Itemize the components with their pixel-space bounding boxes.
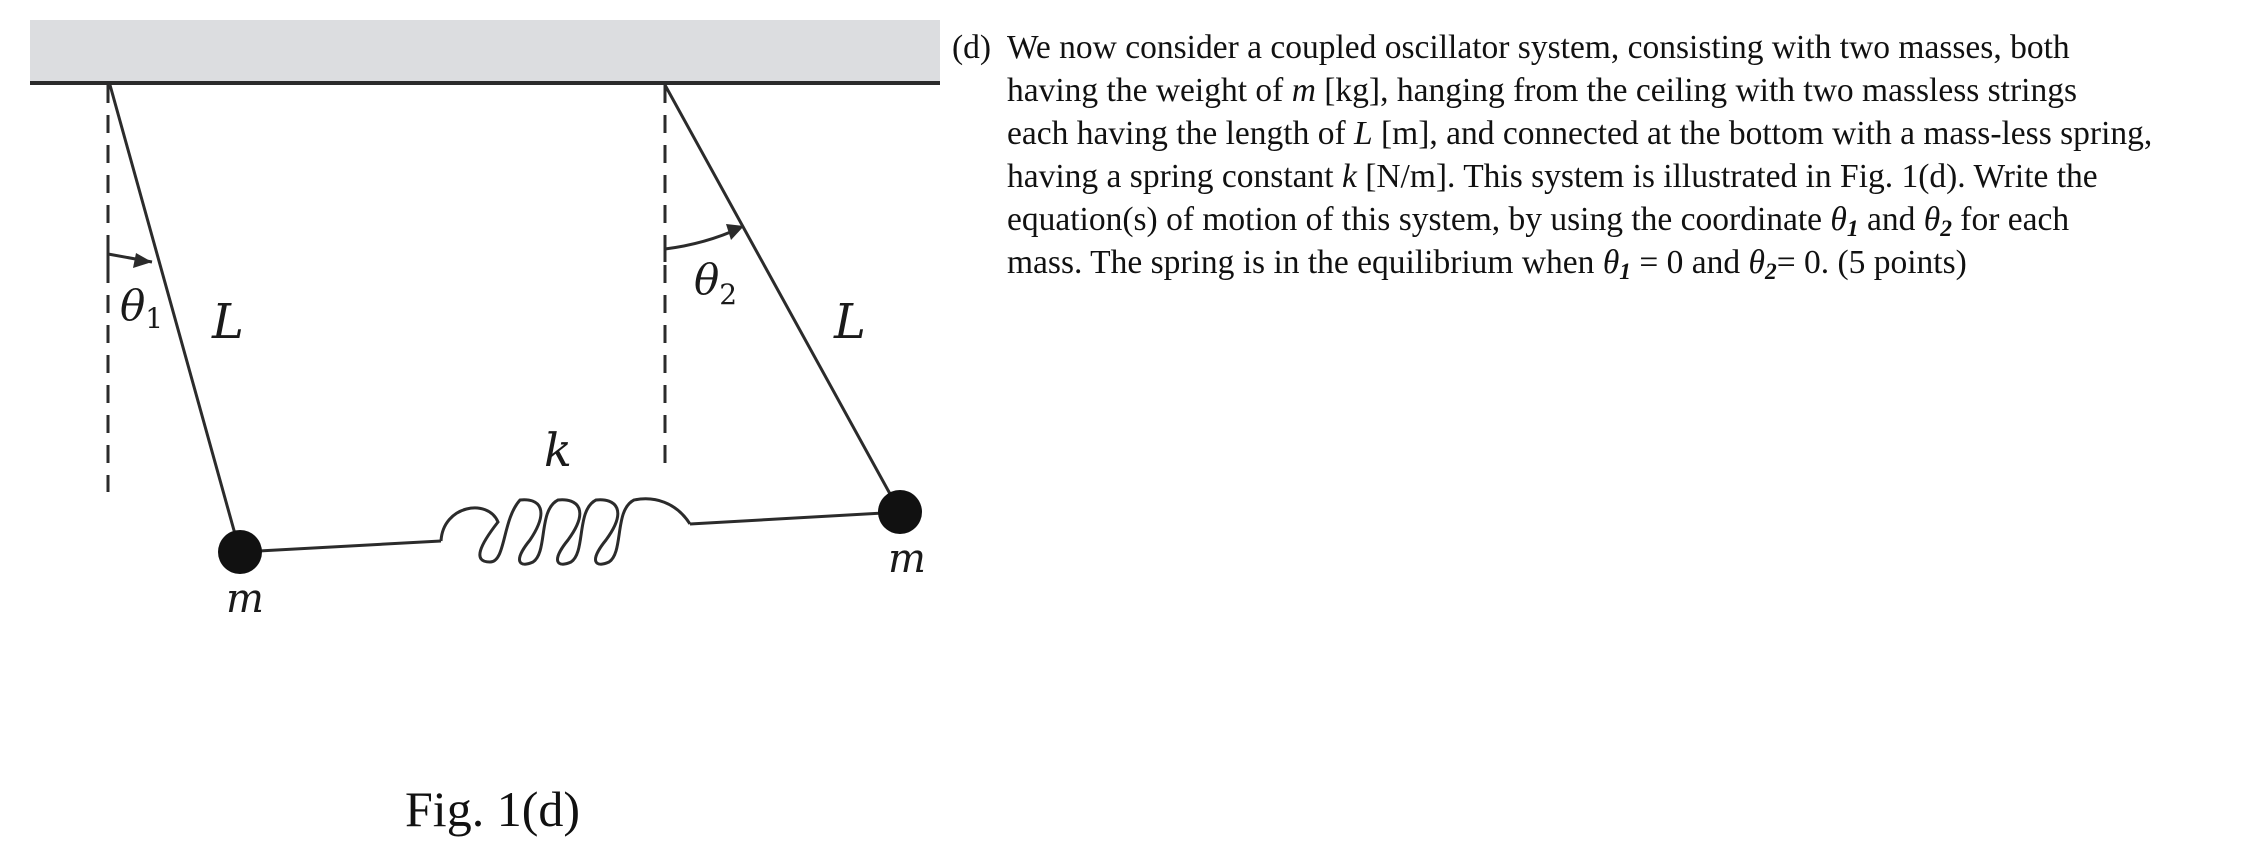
spring-coil <box>441 499 690 564</box>
coupled-pendulum-diagram <box>0 0 940 861</box>
theta1-label: θ1 <box>120 281 164 335</box>
mass-label-left: m <box>226 576 264 622</box>
mass-label-right: m <box>888 536 926 582</box>
problem-tag: (d) <box>952 29 992 66</box>
spring-rod-left <box>240 541 441 552</box>
theta2-label: $\theta_2$ <box>694 255 738 311</box>
problem-line-4: having a spring constant k [N/m]. This system is illustrated in Fig. 1(d). Write the <box>1007 158 2098 195</box>
problem-line-3: each having the length of L [m], and connected at the bottom with a mass-less spring, <box>1007 115 2153 152</box>
spring-rod-right <box>690 512 900 524</box>
figure-caption: Fig. 1(d) <box>405 781 580 837</box>
problem-line-6: mass. The spring is in the equilibrium when $\theta_1 = 0$ and $\theta_2= 0$. (5 points) <box>1007 244 1967 285</box>
problem-line-2: having the weight of m [kg], hanging from the ceiling with two massless strings <box>1007 72 2077 109</box>
length-label-left: L <box>212 294 244 350</box>
spring-label: k <box>544 423 572 477</box>
mass-left <box>218 530 262 574</box>
problem-line-1: (d) We now consider a coupled oscillator system, consisting with two masses, both <box>952 26 2252 69</box>
ceiling <box>30 20 940 82</box>
mass-right <box>878 490 922 534</box>
theta1-arrow <box>108 246 152 272</box>
problem-line-5: equation(s) of motion of this system, by using the coordinate $\theta_1$ and $\theta_2$ for each <box>1007 201 2070 242</box>
problem-statement <box>952 26 2252 284</box>
length-label-right: L <box>834 294 866 350</box>
